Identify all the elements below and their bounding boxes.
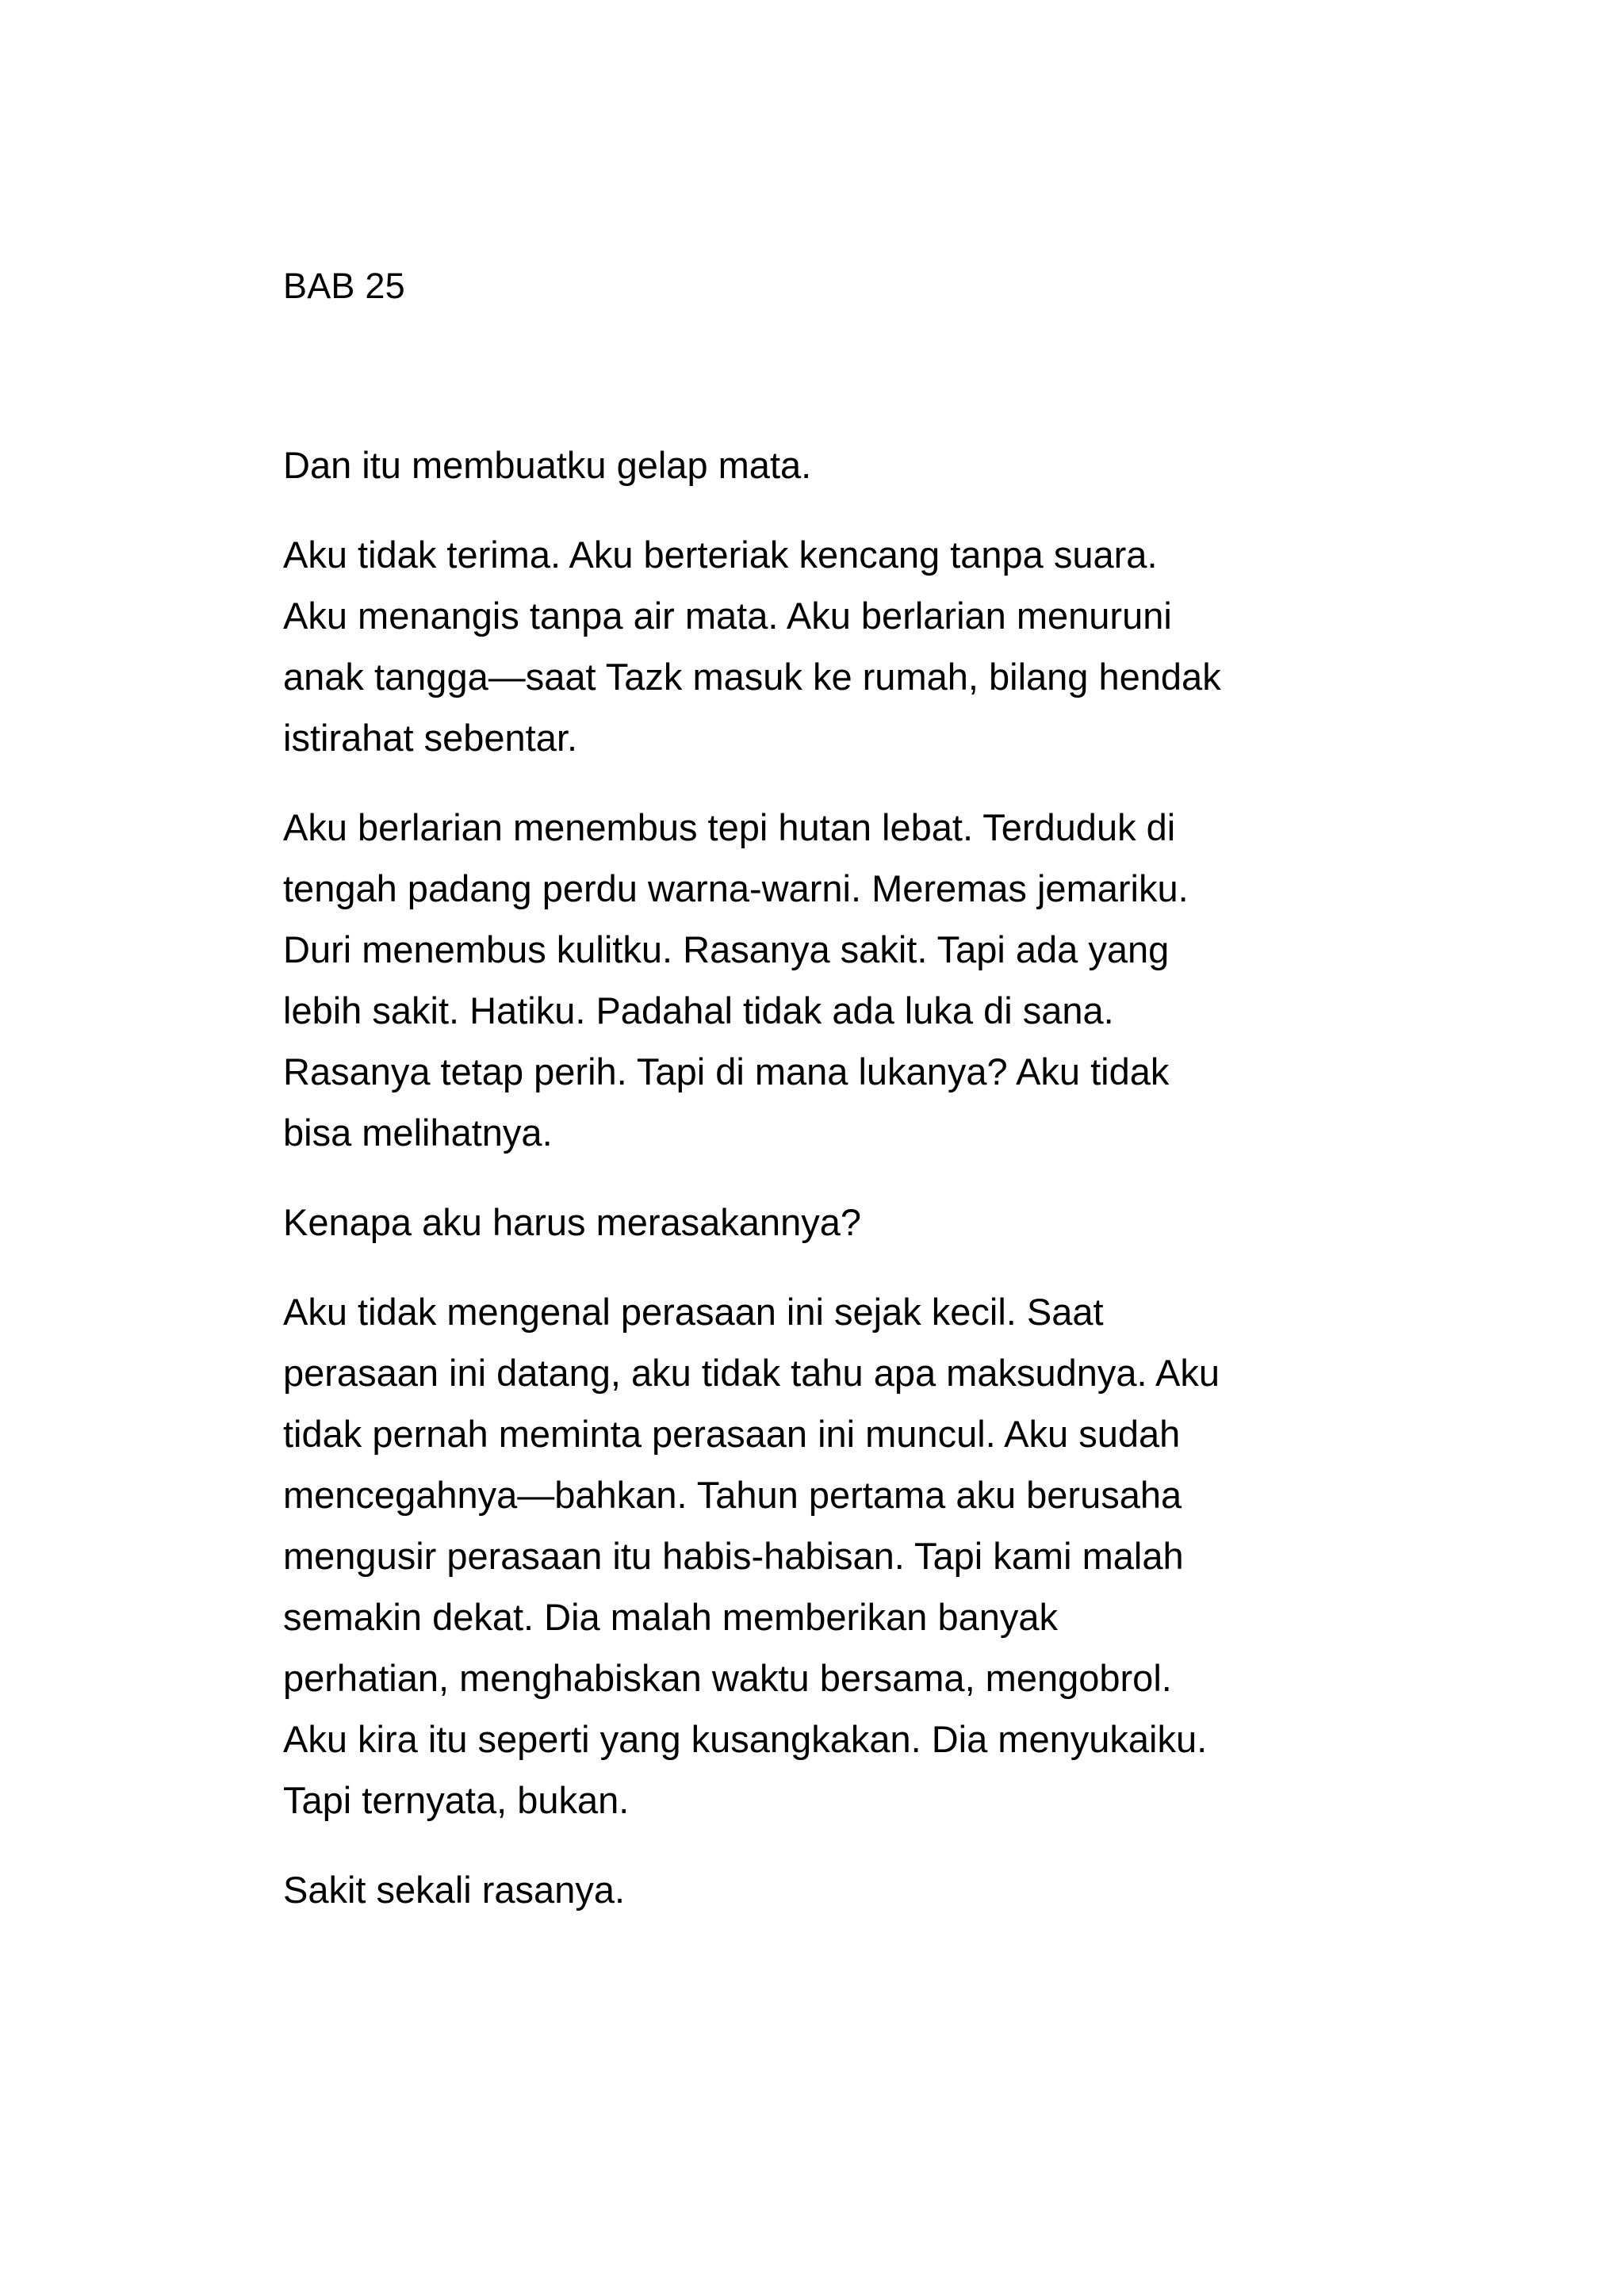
chapter-heading: BAB 25 — [283, 266, 405, 306]
text-line: bisa melihatnya. — [283, 1112, 553, 1154]
text-line: Duri menembus kulitku. Rasanya sakit. Tapi ada yang — [283, 928, 1170, 970]
text-line: Aku berlarian menembus tepi hutan lebat. Terduduk di — [283, 806, 1176, 848]
text-line: Aku kira itu seperti yang kusangkakan. Dia menyukaiku. — [283, 1718, 1208, 1760]
paragraph-4 — [283, 1192, 1362, 1253]
paragraph-6 — [283, 1859, 1362, 1920]
text-line: Kenapa aku harus merasakannya? — [283, 1201, 861, 1243]
text-line: lebih sakit. Hatiku. Padahal tidak ada luka di sana. — [283, 989, 1114, 1031]
text-line: tidak pernah meminta perasaan ini muncul. Aku sudah — [283, 1413, 1181, 1455]
text-line: mengusir perasaan itu habis-habisan. Tapi kami malah — [283, 1535, 1184, 1577]
text-line: Rasanya tetap perih. Tapi di mana lukanya? Aku tidak — [283, 1050, 1170, 1093]
text-line: Tapi ternyata, bukan. — [283, 1779, 630, 1821]
text-line: anak tangga—saat Tazk masuk ke rumah, bilang hendak — [283, 656, 1221, 698]
text-line: Aku tidak mengenal perasaan ini sejak kecil. Saat — [283, 1291, 1104, 1333]
text-line: tengah padang perdu warna-warni. Meremas jemariku. — [283, 867, 1189, 909]
paragraph-5 — [283, 1281, 1362, 1831]
text-line: mencegahnya—bahkan. Tahun pertama aku berusaha — [283, 1474, 1182, 1516]
text-line: Sakit sekali rasanya. — [283, 1869, 626, 1911]
paragraph-3 — [283, 797, 1362, 1163]
text-line: semakin dekat. Dia malah memberikan banyak — [283, 1596, 1059, 1638]
paragraph-1 — [283, 434, 1362, 496]
text-line: Aku tidak terima. Aku berteriak kencang tanpa suara. — [283, 534, 1158, 576]
text-line: istirahat sebentar. — [283, 717, 577, 759]
text-line: Aku menangis tanpa air mata. Aku berlarian menuruni — [283, 595, 1172, 637]
text-line: Dan itu membuatku gelap mata. — [283, 444, 812, 486]
text-line: perasaan ini datang, aku tidak tahu apa maksudnya. Aku — [283, 1352, 1220, 1394]
text-line: perhatian, menghabiskan waktu bersama, mengobrol. — [283, 1657, 1172, 1699]
paragraph-2 — [283, 524, 1362, 768]
body-text — [283, 434, 1362, 1949]
